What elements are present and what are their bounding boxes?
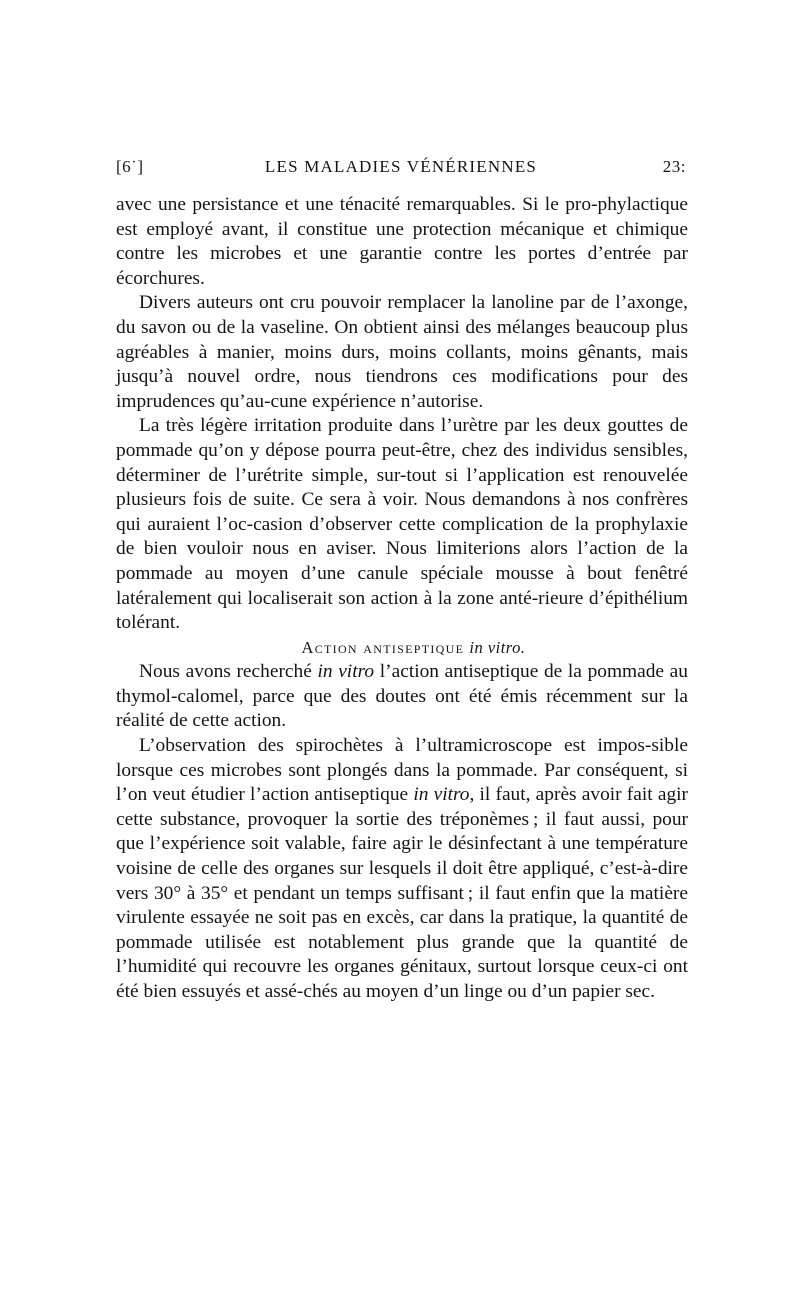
paragraph-4-part-c: l’action antiseptique de la pommade au thymol-calomel, parce que des doutes ont été émis récemment sur la réalité de cette action. xyxy=(116,661,688,732)
page-number: 23: xyxy=(662,157,686,176)
paragraph-5-part-c: , il faut, après avoir fait agir cette substance, provoquer la sortie des tréponèmes ; il faut aussi, pour que l’expérience soit valable, faire agir le désinfectant à une température voisine de celle des organes sur lesquels il doit être appliqué, c’est-à-dire vers 30° à 35° et pendant un temps suffisant ; il faut enfin que la matière virulente essayée ne soit pas en excès, car dans la pratique, la quantité de pommade utilisée est notablement plus grande que la quantité de l’humidité qui recouvre les organes génitaux, surtout lorsque ceux-ci ont été bien essuyés et assé-chés au moyen d’un linge ou d’un papier sec. xyxy=(116,784,688,1002)
paragraph-2: Divers auteurs ont cru pouvoir remplacer la lanoline par de l’axonge, du savon ou de la vaseline. On obtient ainsi des mélanges beaucoup plus agréables à manier, moins durs, moins collants, moins gênants, mais jusqu’à nouvel ordre, nous tiendrons ces modifications pour des imprudences qu’au-cune expérience n’autorise. xyxy=(116,292,688,412)
paragraph-4-part-a: Nous avons recherché xyxy=(139,661,312,683)
paragraph-5-italic: in vitro xyxy=(413,784,470,806)
running-header xyxy=(116,157,686,181)
header-title: LES MALADIES VÉNÉRIENNES xyxy=(264,157,538,176)
section-heading-italic: in vitro. xyxy=(469,637,526,657)
section-heading-main: Action antiseptique xyxy=(301,637,465,657)
paragraph-1: avec une persistance et une ténacité remarquables. Si le pro-phylactique est employé avant, il constitue une protection mécanique et chimique contre les microbes et une garantie contre les portes d’entrée par écorchures. xyxy=(116,194,688,289)
paragraph-4 xyxy=(116,660,688,734)
paragraph-3: La très légère irritation produite dans l’urètre par les deux gouttes de pommade qu’on y dépose pourra peut-être, chez des individus sensibles, déterminer de l’urétrite simple, sur-tout si l’application est renouvelée plusieurs fois de suite. Ce sera à voir. Nous demandons à nos confrères qui auraient l’oc-casion d’observer cette complication de la prophylaxie de bien vouloir nous en aviser. Nous limiterions alors l’action de la pommade au moyen d’une canule spéciale mousse à bout fenêtré latéralement qui localiserait son action à la zone anté-rieure d’épithélium tolérant. xyxy=(116,415,688,634)
section-heading xyxy=(116,636,688,661)
paragraph-5-part-a: L’observation des spirochètes à l’ultramicroscope est impos-sible lorsque ces microbes sont plongés dans la pommade. Par conséquent, si l’on veut étudier l’action antiseptique xyxy=(116,735,688,806)
paragraph-4-italic: in vitro xyxy=(317,661,375,683)
header-section-mark: [6˙] xyxy=(116,157,144,176)
paragraph-5 xyxy=(116,734,688,1005)
page-body xyxy=(116,193,688,1005)
